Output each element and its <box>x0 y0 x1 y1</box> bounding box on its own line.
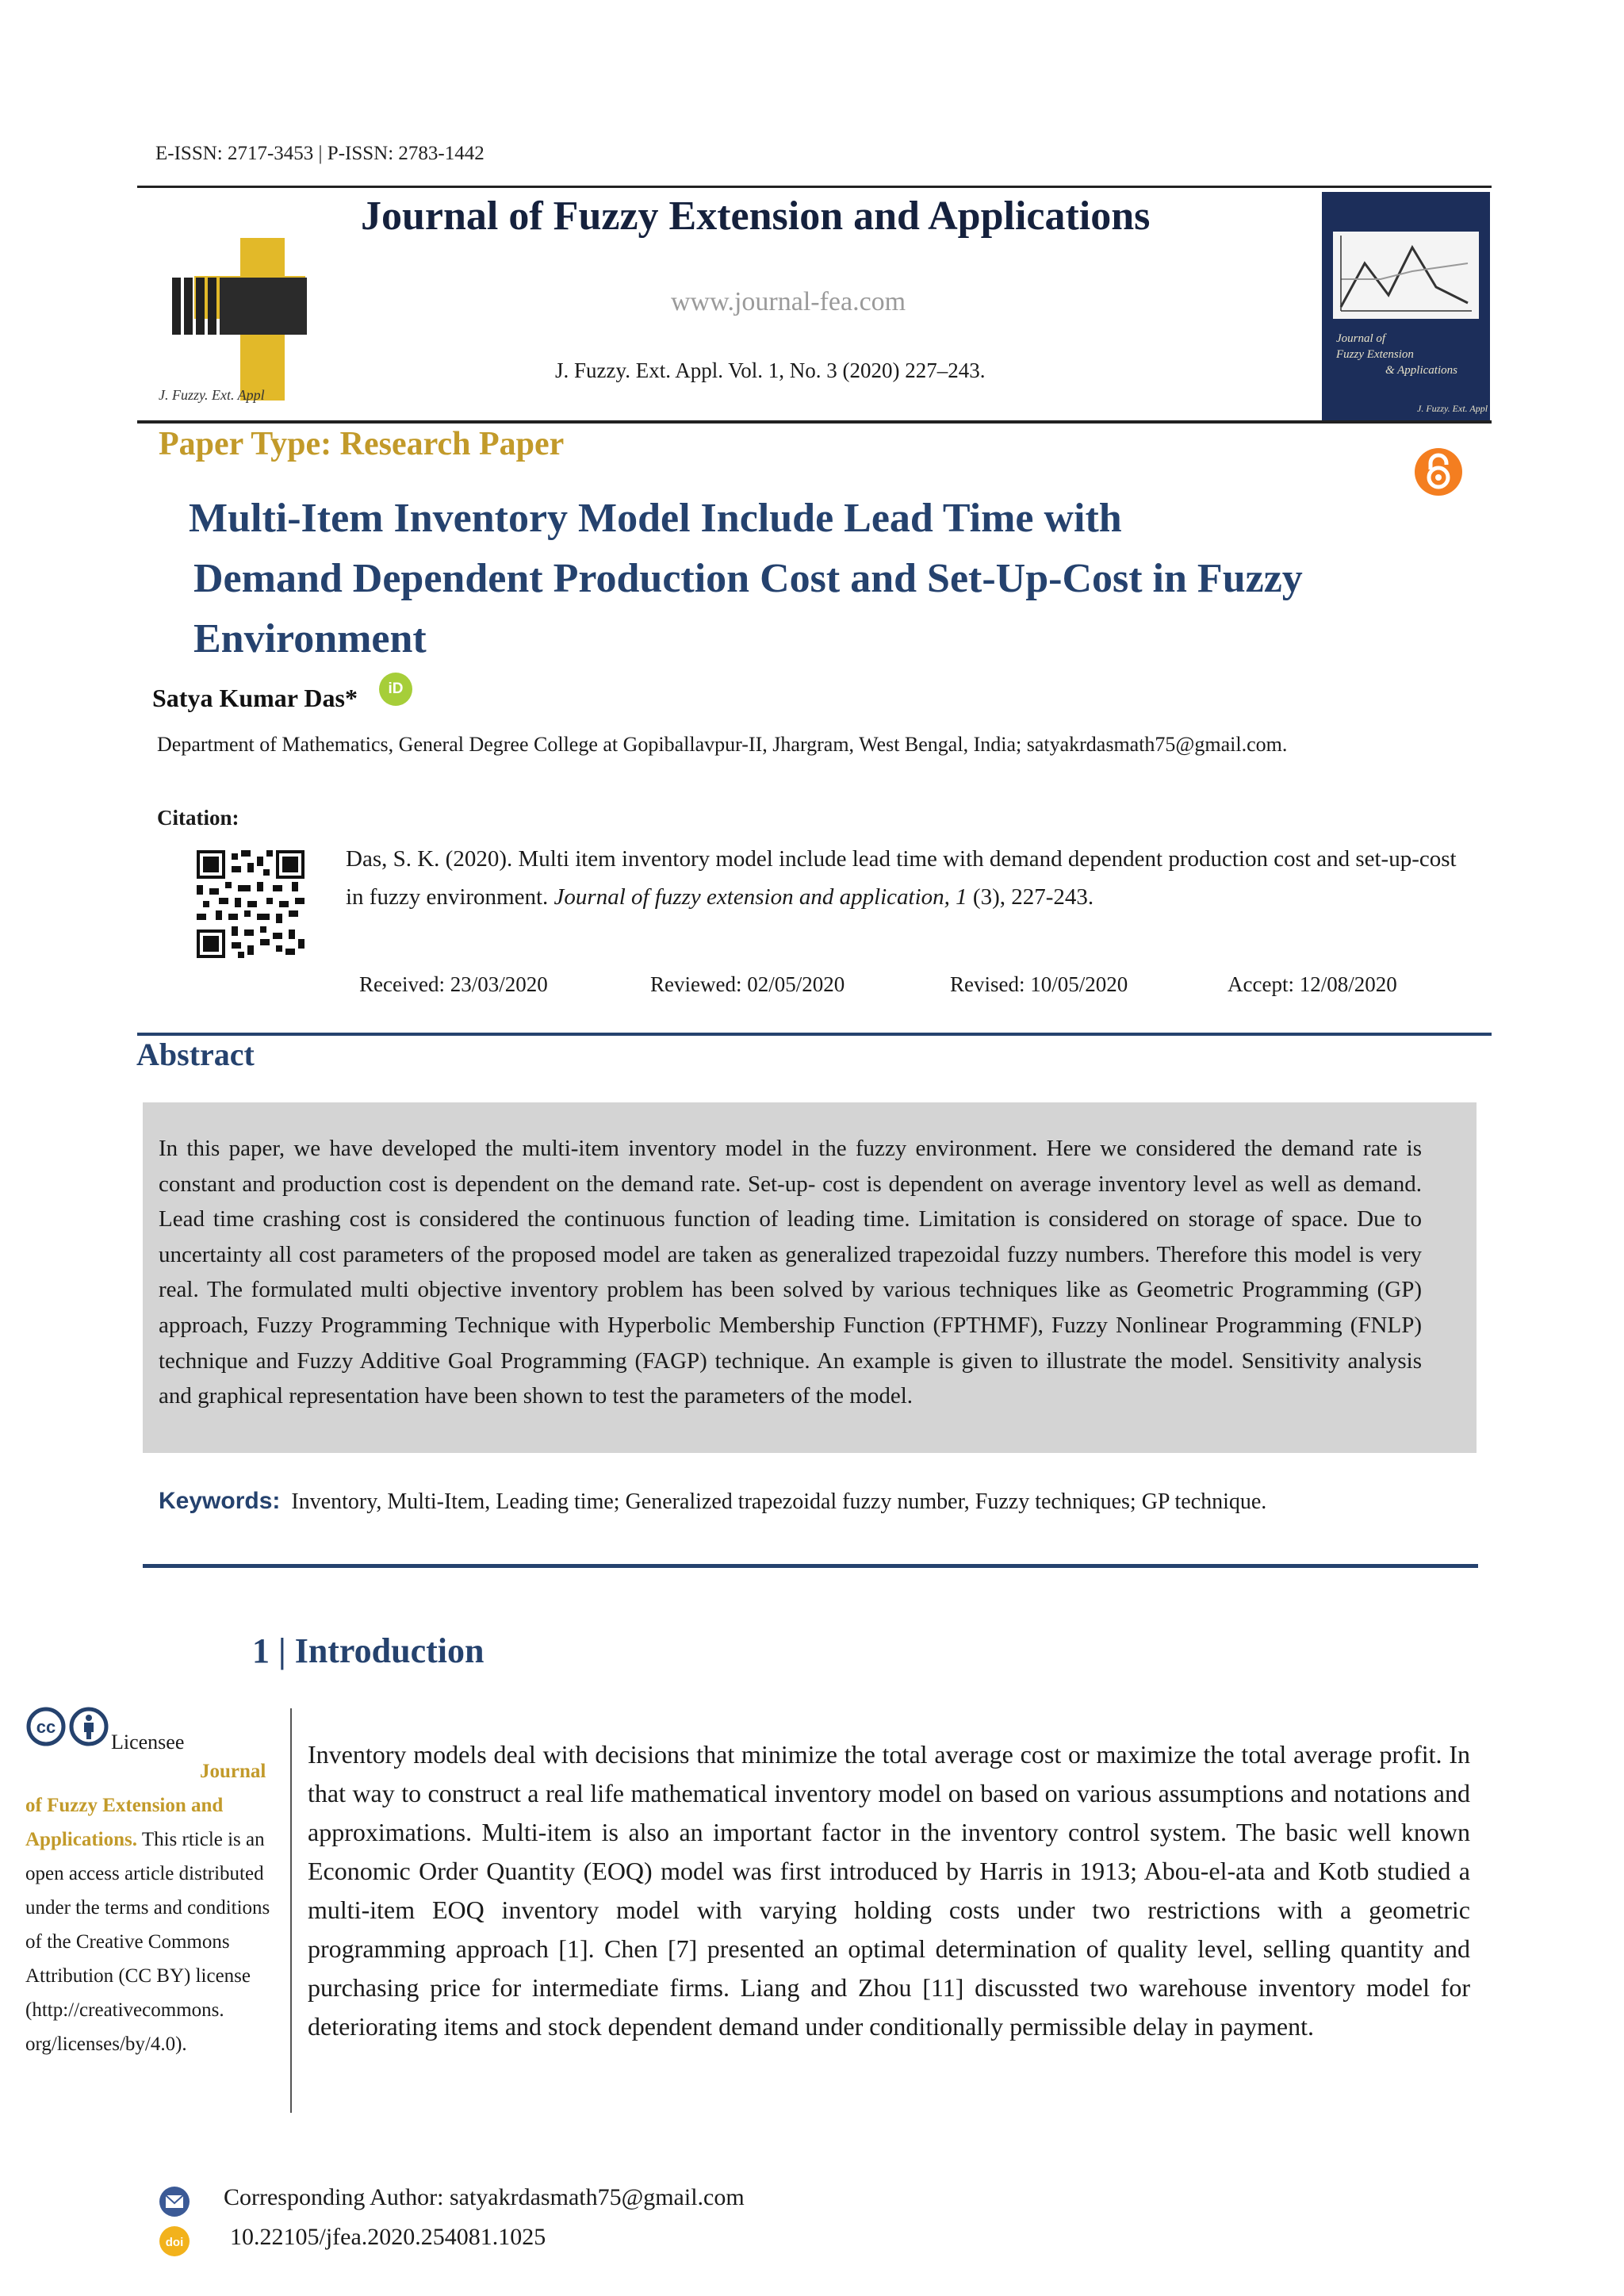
abstract-heading: Abstract <box>136 1037 255 1072</box>
license-text <box>25 1754 279 2061</box>
sidebar-divider <box>290 1708 292 2113</box>
logo-caption: J. Fuzzy. Ext. Appl <box>159 387 265 403</box>
journal-cover-image <box>1322 192 1490 421</box>
journal-logo <box>155 238 313 412</box>
header-top-rule <box>137 186 1492 188</box>
journal-url[interactable]: www.journal-fea.com <box>671 287 906 316</box>
doi-link[interactable]: 10.22105/jfea.2020.254081.1025 <box>230 2224 546 2250</box>
section-heading: 1 | Introduction <box>252 1631 485 1670</box>
author-name: Satya Kumar Das* <box>152 684 358 712</box>
doi-label: doi <box>165 2236 184 2249</box>
cover-text-4: J. Fuzzy. Ext. Appl <box>1417 403 1488 414</box>
citation-text <box>346 840 1480 916</box>
corresponding-author[interactable]: Corresponding Author: satyakrdasmath75@gmail.com <box>224 2184 745 2210</box>
keywords-text: Inventory, Multi-Item, Leading time; Generalized trapezoidal fuzzy number, Fuzzy techniques; GP technique. <box>291 1489 1267 1514</box>
citation-label: Citation: <box>157 806 239 830</box>
journal-reference: J. Fuzzy. Ext. Appl. Vol. 1, No. 3 (2020) 227–243. <box>555 358 986 382</box>
introduction-text: Inventory models deal with decisions that minimize the total average cost or maximize the total average profit. In that way to construct a real life mathematical inventory model on based on various assumptions and notations and approximations. Multi-item is also an important factor in the inventory control system. The basic well known Economic Order Quantity (EOQ) model was first introduced by Harris in 1913; Abou-el-ata and Kotb studied a multi-item EOQ inventory model with varying holding costs under two restrictions with a geometric programming approach [1]. Chen [7] presented an optimal determination of quality level, selling quantity and purchasing price for intermediate firms. Liang and Zhou [11] discussted two warehouse inventory model for deteriorating items and stock dependent demand under conditionally permissible delay in payment. <box>308 1740 1470 2041</box>
keywords-rule <box>143 1564 1478 1568</box>
citation-text-after: (3), 227-243. <box>967 884 1094 910</box>
paper-title-line-1: Multi-Item Inventory Model Include Lead Time with <box>189 496 1122 541</box>
keywords-label: Keywords: <box>159 1488 281 1514</box>
license-body: This rticle is an open access article distributed under the terms and conditions of the Creative Commons Attribution (CC BY) license (http://creativecommons. org/licenses/by/4.0). <box>25 1829 270 2055</box>
creative-commons-icon[interactable] <box>25 1706 113 1747</box>
email-icon <box>159 2186 190 2217</box>
paper-title-line-3: Environment <box>193 616 427 661</box>
accept-date: Accept: 12/08/2020 <box>1228 972 1397 996</box>
keywords <box>159 1488 1266 1515</box>
citation-journal: Journal of fuzzy extension and application, 1 <box>553 884 967 910</box>
issn-line: E-ISSN: 2717-3453 | P-ISSN: 2783-1442 <box>155 143 485 164</box>
header-bottom-rule <box>137 420 1492 424</box>
orcid-icon[interactable]: iD <box>379 673 412 706</box>
abstract-text: In this paper, we have developed the multi-item inventory model in the fuzzy environment. Here we considered the demand rate is constant and production cost is dependent on the demand rate. Set-up- cost is dependent on average inventory level as well as demand. Lead time crashing cost is considered the continuous function of leading time. Limitation is considered on storage of space. Due to uncertainty all cost parameters of the proposed model are taken as generalized trapezoidal fuzzy numbers. Therefore this model is very real. The formulated multi objective inventory problem has been solved by various techniques like as Geometric Programming (GP) approach, Fuzzy Programming Technique with Hyperbolic Membership Function (FPTHMF), Fuzzy Nonlinear Programming (FNLP) technique and Fuzzy Additive Goal Programming (FAGP) technique. An example is given to illustrate the model. Sensitivity analysis and graphical representation have been shown to test the parameters of the model. <box>159 1136 1422 1409</box>
abstract-rule <box>137 1033 1492 1036</box>
cc-label: cc <box>36 1717 56 1737</box>
licensee-label <box>111 1731 184 1754</box>
journal-title: Journal of Fuzzy Extension and Applications <box>361 194 1151 239</box>
cover-text-1: Journal of <box>1336 332 1386 345</box>
paper-title <box>189 489 1489 669</box>
citation-text-plain: Das, S. K. (2020). Multi item inventory model include lead time with demand dependent production cost and set-up-cost in fuzzy environment. <box>346 846 1457 910</box>
cover-plot-graphic <box>1333 232 1479 319</box>
qr-code-icon <box>197 850 304 958</box>
cover-text-2: Fuzzy Extension <box>1336 348 1414 361</box>
received-date: Received: 23/03/2020 <box>359 972 548 996</box>
doi-icon <box>159 2225 190 2257</box>
affiliation: Department of Mathematics, General Degree College at Gopiballavpur-II, Jhargram, West Bengal, India; satyakrdasmath75@gmail.com. <box>157 733 1288 756</box>
reviewed-date: Reviewed: 02/05/2020 <box>650 972 845 996</box>
paper-title-line-2: Demand Dependent Production Cost and Set-Up-Cost in Fuzzy <box>193 556 1303 601</box>
revised-date: Revised: 10/05/2020 <box>950 972 1128 996</box>
paper-type: Paper Type: Research Paper <box>159 426 565 462</box>
cover-text-3: & Applications <box>1385 364 1457 377</box>
licensee-text: Licensee <box>111 1731 185 1754</box>
license-journal-name: Journal of Fuzzy Extension and Applications. <box>25 1761 266 1850</box>
